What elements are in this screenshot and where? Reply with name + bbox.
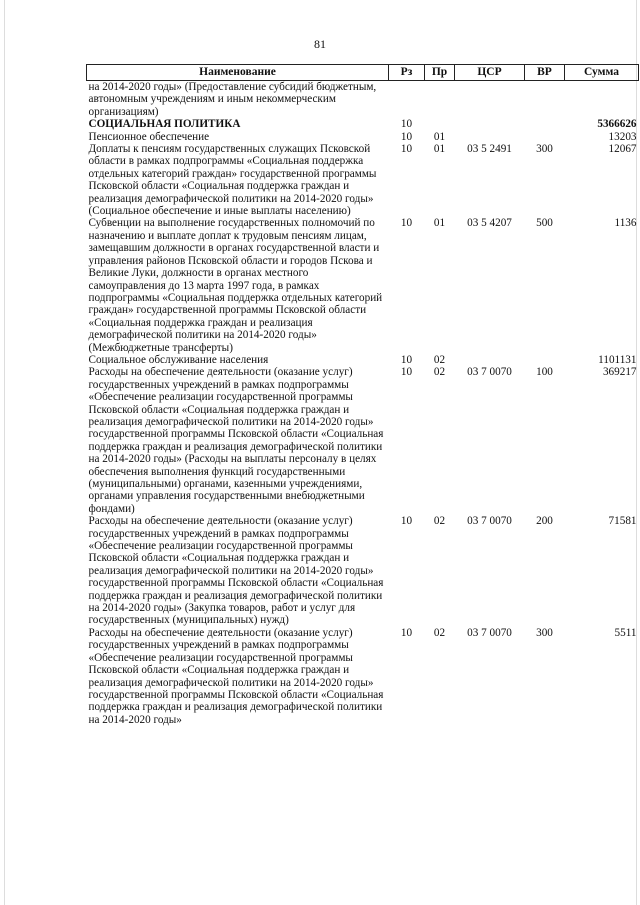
cell-vr: 500: [536, 217, 553, 230]
cell-rz: 10: [400, 515, 413, 528]
cell-name: Пенсионное обеспечение: [88, 130, 210, 143]
cell-sum: 1101131: [598, 353, 637, 366]
cell-rz: 10: [400, 626, 413, 639]
cell-vr: [525, 81, 565, 119]
cell-vr: 200: [536, 515, 553, 528]
table-header-row: [87, 65, 639, 81]
cell-csr: 03 7 0070: [467, 626, 512, 639]
table-row: [87, 81, 639, 119]
header-vr: ВР: [525, 65, 565, 81]
cell-pr: 01: [433, 130, 446, 143]
budget-table: [86, 64, 639, 726]
table-row: [87, 515, 639, 627]
header-sum: Сумма: [565, 65, 639, 81]
cell-name: Расходы на обеспечение деятельности (оказание услуг) государственных учреждений в рамках подпрограммы «Обеспечение реализации государственной программы Псковской области «Социальная поддержка граждан и реализация демографической политики на 2014-2020 годы» государственной программы Псковской области «Социальная поддержка граждан и реализация демографической политики на 2014-2020 годы»: [88, 626, 384, 726]
table-row: [87, 118, 639, 130]
cell-name: СОЦИАЛЬНАЯ ПОЛИТИКА: [88, 118, 241, 131]
cell-csr: 03 7 0070: [467, 366, 512, 379]
cell-rz: 10: [400, 353, 413, 366]
cell-csr: [455, 354, 525, 366]
cell-name: Доплаты к пенсиям государственных служащих Псковской области в рамках подпрограммы «Социальная поддержка отдельных категорий граждан» государственной программы Псковской области «Социальная поддержка граждан и реализация демографической политики на 2014-2020 годы» (Социальное обеспечение и иные выплаты населению): [88, 143, 377, 218]
cell-csr: 03 7 0070: [467, 515, 512, 528]
cell-rz: 10: [400, 130, 413, 143]
cell-pr: 01: [433, 143, 446, 156]
cell-csr: 03 5 2491: [467, 143, 512, 156]
cell-sum: 5366626: [597, 118, 637, 131]
table-row: [87, 627, 639, 726]
cell-sum: 1136: [614, 217, 637, 230]
cell-csr: [455, 131, 525, 143]
cell-vr: 300: [536, 626, 553, 639]
cell-name: Расходы на обеспечение деятельности (оказание услуг) государственных учреждений в рамках подпрограммы «Обеспечение реализации государственной программы Псковской области «Социальная поддержка граждан и реализация демографической политики на 2014-2020 годы» государственной программы Псковской области «Социальная поддержка граждан и реализация демографической политики на 2014-2020 годы» (Закупка товаров, работ и услуг для государственных (муниципальных) нужд): [88, 515, 384, 627]
cell-sum: 71581: [608, 515, 637, 528]
cell-name: Расходы на обеспечение деятельности (оказание услуг) государственных учреждений в рамках подпрограммы «Обеспечение реализации государственной программы Псковской области «Социальная поддержка граждан и реализация демографической политики на 2014-2020 годы» государственной программы Псковской области «Социальная поддержка граждан и реализация демографической политики на 2014-2020 годы» (Расходы на выплаты персоналу в целях обеспечения выполнения функций государственными (муниципальными) органами, казенными учреждениями, органами управления государственными внебюджетными фондами): [88, 366, 384, 515]
cell-pr: 01: [433, 217, 446, 230]
scan-edge-left: [4, 0, 5, 905]
cell-csr: [455, 118, 525, 130]
page-number: 81: [314, 37, 326, 51]
table-row: [87, 131, 639, 143]
cell-sum: 13203: [608, 130, 637, 143]
cell-pr: 02: [433, 353, 446, 366]
table-body: [87, 81, 639, 727]
cell-vr: 100: [536, 366, 553, 379]
cell-csr: [455, 81, 525, 119]
table-row: [87, 143, 639, 217]
cell-rz: 10: [400, 118, 413, 131]
cell-pr: [425, 81, 455, 119]
cell-name: на 2014-2020 годы» (Предоставление субсидий бюджетным, автономным учреждениям и иным некоммерческим организациям): [88, 81, 377, 118]
table-row: [87, 366, 639, 515]
cell-vr: [525, 118, 565, 130]
table-row: [87, 354, 639, 366]
cell-sum: 369217: [602, 366, 637, 379]
table-row: [87, 217, 639, 353]
header-name: Наименование: [87, 65, 389, 81]
cell-vr: [525, 354, 565, 366]
header-rz: Рз: [389, 65, 425, 81]
cell-name: Субвенции на выполнение государственных полномочий по назначению и выплате доплат к трудовым пенсиям лицам, замещавшим должности в органах государственной власти и управления районов Псковской области и городов Пскова и Великие Луки, должности в органах местного самоуправления до 13 марта 1997 года, в рамках подпрограммы «Социальная поддержка отдельных категорий граждан» государственной программы Псковской области «Социальная поддержка граждан и реализация демографической политики на 2014-2020 годы» (Межбюджетные трансферты): [88, 217, 383, 354]
cell-pr: [425, 118, 455, 130]
cell-rz: [389, 81, 425, 119]
cell-vr: 300: [536, 143, 553, 156]
cell-sum: 12067: [608, 143, 637, 156]
cell-pr: 02: [433, 515, 446, 528]
cell-sum: [565, 81, 639, 119]
cell-pr: 02: [433, 626, 446, 639]
header-pr: Пр: [425, 65, 455, 81]
cell-vr: [525, 131, 565, 143]
cell-rz: 10: [400, 366, 413, 379]
cell-sum: 5511: [614, 626, 637, 639]
cell-name: Социальное обслуживание населения: [88, 353, 269, 366]
cell-pr: 02: [433, 366, 446, 379]
cell-rz: 10: [400, 217, 413, 230]
cell-csr: 03 5 4207: [467, 217, 512, 230]
cell-rz: 10: [400, 143, 413, 156]
header-csr: ЦСР: [455, 65, 525, 81]
